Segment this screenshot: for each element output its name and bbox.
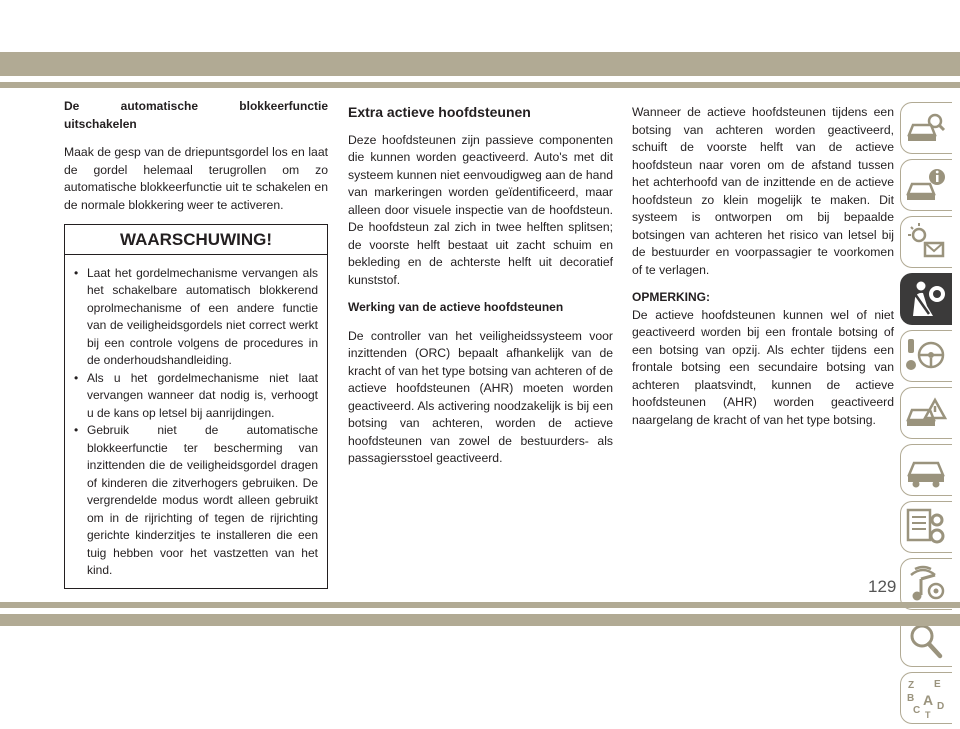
warning-item: • Gebruik niet de automatische blokkeerfunctie ter bescherming van inzittenden die de veiligheidsgordel dragen of kinderen die zitverhogers gebruiken. De vergrendelde modus wordt alleen gebruikt om in de rijrichting of tegen de rijrichting gerichte kinderzitjes te installeren die een tuig hebben voor het vastzetten van het kind. [74, 423, 318, 577]
top-decor-band [0, 52, 960, 76]
subsection-heading: Werking van de actieve hoofdsteunen [348, 300, 564, 314]
note-label: OPMERKING: [632, 290, 710, 304]
tab-steering-wheel[interactable] [900, 330, 952, 382]
index-letter: C [913, 705, 921, 716]
column-1 [64, 98, 328, 589]
body-paragraph: Maak de gesp van de driepuntsgordel los en laat de gordel helemaal terugrollen om zo automatische blokkeerfunctie uit te schakelen en de normale blokkering weer te activeren. [64, 145, 328, 212]
magnifier-icon [905, 620, 947, 662]
tab-seatbelt-airbag[interactable] [900, 273, 952, 325]
warning-lights-icon [905, 221, 947, 263]
alphabet-index-icon [905, 677, 947, 719]
body-paragraph: Deze hoofdsteunen zijn passieve componenten die kunnen worden geactiveerd. Auto's met dit systeem kunnen niet eenvoudigweg aan de hand van markeringen worden geïdentificeerd, maar alleen door visuele inspectie van de hoofdsteun. De hoofdsteun zal zich in twee helften splitsen; de voorste helft bestaat uit zacht schuim en bekleding en de achterste helft uit decoratief kunststof. [348, 132, 613, 287]
seatbelt-airbag-icon [905, 278, 947, 320]
steering-wheel-icon [905, 335, 947, 377]
tab-car-search[interactable] [900, 102, 952, 154]
bottom-decor-band [0, 614, 960, 626]
note-text: De actieve hoofdsteunen kunnen wel of niet geactiveerd worden bij een frontale botsing of een botsing van opzij. Als echter tijdens een frontale botsing een secundaire botsing van achteren plaatsvindt, kunnen de actieve hoofdsteunen (AHR) worden geactiveerd naargelang de kracht of van het type botsing. [632, 307, 894, 427]
column-3 [632, 104, 894, 439]
multimedia-icon [905, 563, 947, 605]
body-paragraph: Wanneer de actieve hoofdsteunen tijdens een botsing van achteren worden geactiveerd, schuift de voorste helft van de actieve hoofdsteun naar voren om de afstand tussen het achterhoofd van de inzittende en de actieve hoofdsteun zo klein mogelijk te maken. Dit systeem is ontworpen om bij bepaalde botsingen van achteren het risico van letsel bij de bestuurder en voorpassagier te voorkomen of te verlagen. [632, 105, 894, 277]
warning-item: • Als u het gordelmechanisme niet laat vervangen wanneer dat nodig is, verhoogt u de kans op letsel bij aanrijdingen. [74, 370, 318, 420]
column-2 [348, 104, 613, 478]
tab-index[interactable] [900, 672, 952, 724]
car-info-icon [905, 164, 947, 206]
warning-title: WAARSCHUWING! [65, 225, 327, 255]
index-letter: A [923, 692, 934, 708]
page-number: 129 [868, 577, 897, 596]
car-service-icon [905, 449, 947, 491]
index-letter: T [925, 710, 931, 719]
index-letter: D [937, 701, 945, 712]
index-letter: B [907, 693, 915, 704]
section-heading: De automatische blokkeerfunctie uitschakelen [64, 99, 328, 131]
tab-checklist-gears[interactable] [900, 501, 952, 553]
bullet-icon: • [74, 370, 79, 385]
warning-box [64, 224, 328, 589]
top-decor-line [0, 82, 960, 88]
tab-car-service[interactable] [900, 444, 952, 496]
section-heading: Extra actieve hoofdsteunen [348, 104, 531, 120]
tab-car-warning[interactable] [900, 387, 952, 439]
warning-item: • Laat het gordelmechanisme vervangen als het schakelbare automatisch blokkerend oprolmechanisme of een andere functie van de veiligheidsgordels niet correct werkt bij een controle volgens de procedures in de onderhoudshandleiding. [74, 265, 318, 367]
car-warning-triangle-icon [905, 392, 947, 434]
bottom-decor-line [0, 602, 960, 608]
index-letter: E [934, 679, 941, 690]
index-letter: Z [908, 680, 915, 691]
car-search-icon [905, 107, 947, 149]
warning-list [65, 255, 327, 580]
bullet-icon: • [74, 423, 79, 437]
tab-warning-lights[interactable] [900, 216, 952, 268]
bullet-icon: • [74, 265, 79, 280]
tab-car-info[interactable] [900, 159, 952, 211]
chapter-tabs [900, 102, 952, 729]
checklist-gears-icon [905, 506, 947, 548]
body-paragraph: De controller van het veiligheidssysteem voor inzittenden (ORC) bepaalt afhankelijk van de kracht of van het type botsing van achteren of de actieve hoofdsteunen (AHR) moeten worden geactiveerd. Als activering noodzakelijk is bij een botsing van achteren, worden de actieve hoofdsteunen van zowel de bestuurders- als passagiersstoel geactiveerd. [348, 328, 613, 465]
